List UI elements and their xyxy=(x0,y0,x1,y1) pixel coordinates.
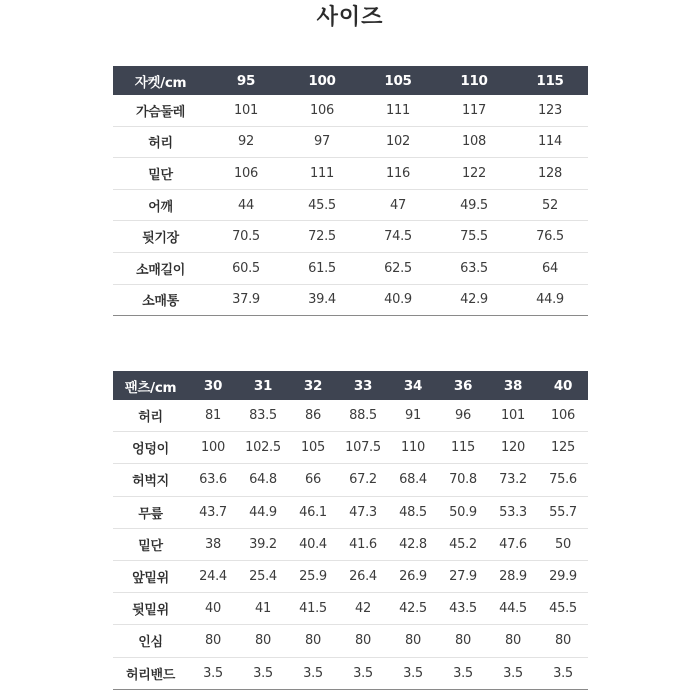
jacket-header-size: 100 xyxy=(308,72,336,89)
pants-measurement-cell: 50.9 xyxy=(438,496,488,528)
jacket-row-label: 소매통 xyxy=(113,284,208,316)
pants-measurement-cell: 83.5 xyxy=(238,400,288,432)
jacket-row-label: 가슴둘레 xyxy=(113,95,208,126)
pants-measurement-cell: 73.2 xyxy=(488,464,538,496)
pants-table-row xyxy=(113,528,588,560)
jacket-row-label: 허리 xyxy=(113,126,208,158)
pants-table-row xyxy=(113,496,588,528)
jacket-measurement-cell: 123 xyxy=(512,95,588,126)
pants-header-label: 팬츠/cm xyxy=(124,379,177,396)
page-title: 사이즈 xyxy=(316,5,384,30)
jacket-table-row xyxy=(113,284,588,316)
jacket-measurement-cell: 49.5 xyxy=(436,189,512,221)
pants-measurement-cell: 39.2 xyxy=(238,528,288,560)
jacket-row-label: 뒷기장 xyxy=(113,221,208,253)
jacket-measurement-cell: 75.5 xyxy=(436,221,512,253)
jacket-row-label: 밑단 xyxy=(113,158,208,190)
jacket-measurement-cell: 44.9 xyxy=(512,284,588,316)
jacket-measurement-cell: 117 xyxy=(436,95,512,126)
pants-measurement-cell: 66 xyxy=(288,464,338,496)
pants-measurement-cell: 53.3 xyxy=(488,496,538,528)
pants-measurement-cell: 105 xyxy=(288,432,338,464)
pants-header-size: 31 xyxy=(253,377,273,394)
pants-size-table xyxy=(113,371,588,690)
jacket-table-row xyxy=(113,221,588,253)
jacket-row-label: 어깨 xyxy=(113,189,208,221)
pants-measurement-cell: 67.2 xyxy=(338,464,388,496)
pants-row-label: 밑단 xyxy=(113,528,188,560)
pants-measurement-cell: 80 xyxy=(438,625,488,657)
pants-measurement-cell: 28.9 xyxy=(488,560,538,592)
jacket-measurement-cell: 70.5 xyxy=(208,221,284,253)
pants-measurement-cell: 115 xyxy=(438,432,488,464)
pants-measurement-cell: 40.4 xyxy=(288,528,338,560)
pants-table-row xyxy=(113,464,588,496)
pants-header-size: 40 xyxy=(553,377,573,394)
pants-header-size: 33 xyxy=(353,377,373,394)
pants-measurement-cell: 80 xyxy=(538,625,588,657)
pants-measurement-cell: 88.5 xyxy=(338,400,388,432)
jacket-header-label: 자켓/cm xyxy=(134,74,187,91)
pants-measurement-cell: 44.9 xyxy=(238,496,288,528)
pants-measurement-cell: 106 xyxy=(538,400,588,432)
pants-table-header xyxy=(113,371,588,400)
pants-measurement-cell: 25.9 xyxy=(288,560,338,592)
jacket-table-body xyxy=(113,95,588,316)
pants-measurement-cell: 46.1 xyxy=(288,496,338,528)
pants-row-label: 앞밑위 xyxy=(113,560,188,592)
pants-measurement-cell: 3.5 xyxy=(188,657,238,689)
pants-table-row xyxy=(113,593,588,625)
jacket-header-size: 95 xyxy=(236,72,256,89)
pants-measurement-cell: 47.6 xyxy=(488,528,538,560)
pants-measurement-cell: 80 xyxy=(338,625,388,657)
pants-measurement-cell: 24.4 xyxy=(188,560,238,592)
pants-measurement-cell: 47.3 xyxy=(338,496,388,528)
pants-measurement-cell: 110 xyxy=(388,432,438,464)
pants-measurement-cell: 101 xyxy=(488,400,538,432)
pants-measurement-cell: 120 xyxy=(488,432,538,464)
jacket-header-size: 105 xyxy=(384,72,412,89)
jacket-measurement-cell: 114 xyxy=(512,126,588,158)
pants-measurement-cell: 100 xyxy=(188,432,238,464)
pants-table-row xyxy=(113,560,588,592)
pants-row-label: 엉덩이 xyxy=(113,432,188,464)
pants-measurement-cell: 50 xyxy=(538,528,588,560)
jacket-measurement-cell: 116 xyxy=(360,158,436,190)
jacket-header-size: 110 xyxy=(460,72,488,89)
jacket-measurement-cell: 111 xyxy=(360,95,436,126)
jacket-measurement-cell: 61.5 xyxy=(284,252,360,284)
jacket-measurement-cell: 62.5 xyxy=(360,252,436,284)
jacket-size-table xyxy=(113,66,588,316)
pants-table-body xyxy=(113,400,588,689)
pants-measurement-cell: 25.4 xyxy=(238,560,288,592)
jacket-measurement-cell: 122 xyxy=(436,158,512,190)
jacket-measurement-cell: 92 xyxy=(208,126,284,158)
pants-table-row xyxy=(113,432,588,464)
jacket-measurement-cell: 101 xyxy=(208,95,284,126)
pants-row-label: 뒷밑위 xyxy=(113,593,188,625)
jacket-measurement-cell: 64 xyxy=(512,252,588,284)
jacket-table-row xyxy=(113,95,588,126)
pants-measurement-cell: 3.5 xyxy=(438,657,488,689)
pants-measurement-cell: 40 xyxy=(188,593,238,625)
jacket-measurement-cell: 60.5 xyxy=(208,252,284,284)
jacket-table-row xyxy=(113,189,588,221)
pants-table-row xyxy=(113,657,588,689)
pants-row-label: 허리 xyxy=(113,400,188,432)
jacket-table-row xyxy=(113,158,588,190)
pants-measurement-cell: 70.8 xyxy=(438,464,488,496)
pants-row-label: 허벅지 xyxy=(113,464,188,496)
jacket-measurement-cell: 72.5 xyxy=(284,221,360,253)
jacket-measurement-cell: 63.5 xyxy=(436,252,512,284)
pants-measurement-cell: 41.6 xyxy=(338,528,388,560)
pants-measurement-cell: 75.6 xyxy=(538,464,588,496)
jacket-measurement-cell: 102 xyxy=(360,126,436,158)
jacket-header-size: 115 xyxy=(536,72,564,89)
pants-measurement-cell: 80 xyxy=(288,625,338,657)
pants-measurement-cell: 41 xyxy=(238,593,288,625)
pants-measurement-cell: 80 xyxy=(238,625,288,657)
jacket-measurement-cell: 42.9 xyxy=(436,284,512,316)
jacket-measurement-cell: 40.9 xyxy=(360,284,436,316)
pants-measurement-cell: 26.9 xyxy=(388,560,438,592)
pants-measurement-cell: 3.5 xyxy=(388,657,438,689)
pants-measurement-cell: 43.5 xyxy=(438,593,488,625)
pants-measurement-cell: 48.5 xyxy=(388,496,438,528)
pants-measurement-cell: 44.5 xyxy=(488,593,538,625)
jacket-measurement-cell: 108 xyxy=(436,126,512,158)
jacket-header-row xyxy=(113,66,588,95)
jacket-measurement-cell: 74.5 xyxy=(360,221,436,253)
pants-measurement-cell: 96 xyxy=(438,400,488,432)
jacket-table-row xyxy=(113,126,588,158)
pants-measurement-cell: 29.9 xyxy=(538,560,588,592)
pants-measurement-cell: 42.5 xyxy=(388,593,438,625)
jacket-table-header xyxy=(113,66,588,95)
jacket-measurement-cell: 111 xyxy=(284,158,360,190)
pants-measurement-cell: 3.5 xyxy=(538,657,588,689)
pants-measurement-cell: 45.2 xyxy=(438,528,488,560)
jacket-row-label: 소매길이 xyxy=(113,252,208,284)
jacket-measurement-cell: 44 xyxy=(208,189,284,221)
pants-row-label: 인심 xyxy=(113,625,188,657)
jacket-measurement-cell: 106 xyxy=(284,95,360,126)
pants-measurement-cell: 3.5 xyxy=(288,657,338,689)
pants-measurement-cell: 3.5 xyxy=(338,657,388,689)
pants-measurement-cell: 63.6 xyxy=(188,464,238,496)
pants-measurement-cell: 81 xyxy=(188,400,238,432)
pants-row-label: 허리밴드 xyxy=(113,657,188,689)
pants-measurement-cell: 3.5 xyxy=(488,657,538,689)
pants-measurement-cell: 38 xyxy=(188,528,238,560)
pants-measurement-cell: 80 xyxy=(188,625,238,657)
pants-measurement-cell: 55.7 xyxy=(538,496,588,528)
pants-measurement-cell: 3.5 xyxy=(238,657,288,689)
jacket-measurement-cell: 106 xyxy=(208,158,284,190)
pants-header-size: 38 xyxy=(503,377,523,394)
pants-measurement-cell: 125 xyxy=(538,432,588,464)
pants-header-size: 36 xyxy=(453,377,473,394)
pants-header-size: 32 xyxy=(303,377,323,394)
jacket-measurement-cell: 45.5 xyxy=(284,189,360,221)
jacket-measurement-cell: 47 xyxy=(360,189,436,221)
pants-measurement-cell: 64.8 xyxy=(238,464,288,496)
pants-measurement-cell: 80 xyxy=(488,625,538,657)
pants-row-label: 무릎 xyxy=(113,496,188,528)
pants-measurement-cell: 68.4 xyxy=(388,464,438,496)
pants-header-size: 30 xyxy=(203,377,223,394)
pants-measurement-cell: 26.4 xyxy=(338,560,388,592)
pants-table-row xyxy=(113,400,588,432)
jacket-measurement-cell: 128 xyxy=(512,158,588,190)
jacket-measurement-cell: 97 xyxy=(284,126,360,158)
pants-measurement-cell: 42.8 xyxy=(388,528,438,560)
pants-measurement-cell: 102.5 xyxy=(238,432,288,464)
pants-measurement-cell: 41.5 xyxy=(288,593,338,625)
pants-measurement-cell: 43.7 xyxy=(188,496,238,528)
pants-measurement-cell: 107.5 xyxy=(338,432,388,464)
pants-measurement-cell: 27.9 xyxy=(438,560,488,592)
jacket-table-row xyxy=(113,252,588,284)
pants-header-row xyxy=(113,371,588,400)
pants-measurement-cell: 45.5 xyxy=(538,593,588,625)
jacket-measurement-cell: 37.9 xyxy=(208,284,284,316)
pants-measurement-cell: 86 xyxy=(288,400,338,432)
pants-header-size: 34 xyxy=(403,377,423,394)
jacket-measurement-cell: 76.5 xyxy=(512,221,588,253)
pants-measurement-cell: 91 xyxy=(388,400,438,432)
pants-measurement-cell: 42 xyxy=(338,593,388,625)
pants-measurement-cell: 80 xyxy=(388,625,438,657)
jacket-measurement-cell: 39.4 xyxy=(284,284,360,316)
pants-table-row xyxy=(113,625,588,657)
jacket-measurement-cell: 52 xyxy=(512,189,588,221)
